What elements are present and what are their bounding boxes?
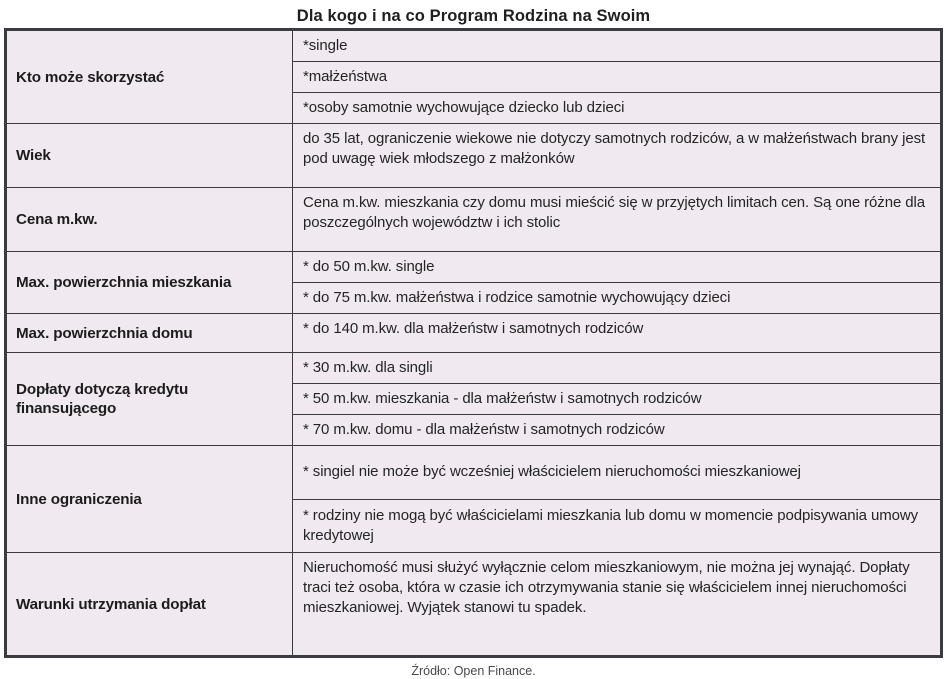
row-values-kto-moze-skorzystac [293,31,941,124]
list-item: *osoby samotnie wychowujące dziecko lub dzieci [293,93,940,124]
list-item: * 50 m.kw. mieszkania - dla małżeństw i samotnych rodziców [293,384,940,415]
page-title: Dla kogo i na co Program Rodzina na Swoim [296,7,651,25]
row-label-cena-m-kw: Cena m.kw. [7,188,293,252]
list-item: * rodziny nie mogą być właścicielami mieszkania lub domu w momencie podpisywania umowy kredytowej [293,499,940,552]
row-values-cena-m-kw [293,188,941,252]
list-item: * singiel nie może być wcześniej właścicielem nieruchomości mieszkaniowej [293,446,940,499]
sub-list [293,353,940,445]
row-label-inne-ograniczenia: Inne ograniczenia [7,446,293,553]
row-values-max-powierzchnia-mieszkania [293,252,941,314]
row-label-warunki-utrzymania-doplat: Warunki utrzymania dopłat [7,553,293,656]
row-label-doplaty-dotycza-kredytu-finansujacego: Dopłaty dotyczą kredytu finansującego [7,353,293,446]
program-criteria-table [4,28,943,658]
table-row [7,124,941,188]
list-item: do 35 lat, ograniczenie wiekowe nie dotyczy samotnych rodziców, a w małżeństwach brany jest pod uwagę wiek młodszego z małżonków [303,130,926,167]
row-values-wiek [293,124,941,188]
list-item: Nieruchomość musi służyć wyłącznie celom mieszkaniowym, nie można jej wynająć. Dopłaty traci też osoba, która w czasie ich otrzymywania stanie się właścicielem innej nieruchomości mieszkaniowej. Wyjątek stanowi tu spadek. [303,559,910,616]
row-values-warunki-utrzymania-doplat [293,553,941,656]
criteria-table [6,30,941,656]
list-item: * 30 m.kw. dla singli [293,353,940,384]
list-item: * 70 m.kw. domu - dla małżeństw i samotnych rodziców [293,415,940,446]
table-row [7,188,941,252]
table-row [7,31,941,124]
table-row [7,252,941,314]
list-item: *single [293,31,940,62]
list-item: Cena m.kw. mieszkania czy domu musi mieścić się w przyjętych limitach cen. Są one różne dla poszczególnych województw i ich stolic [303,194,925,231]
source-caption: Źródło: Open Finance. [411,664,536,678]
table-row [7,314,941,353]
row-values-inne-ograniczenia [293,446,941,553]
list-item: *małżeństwa [293,62,940,93]
list-item: * do 75 m.kw. małżeństwa i rodzice samotnie wychowujący dzieci [293,283,940,314]
row-label-max-powierzchnia-domu: Max. powierzchnia domu [7,314,293,353]
row-values-max-powierzchnia-domu [293,314,941,353]
criteria-table-body [7,31,941,656]
table-row [7,353,941,446]
sub-list [293,252,940,313]
row-values-doplaty-dotycza-kredytu-finansujacego [293,353,941,446]
table-row [7,446,941,553]
list-item: * do 140 m.kw. dla małżeństw i samotnych rodziców [303,320,644,337]
sub-list [293,446,940,552]
list-item: * do 50 m.kw. single [293,252,940,283]
row-label-wiek: Wiek [7,124,293,188]
sub-list [293,31,940,123]
table-row [7,553,941,656]
row-label-kto-moze-skorzystac: Kto może skorzystać [7,31,293,124]
row-label-max-powierzchnia-mieszkania: Max. powierzchnia mieszkania [7,252,293,314]
